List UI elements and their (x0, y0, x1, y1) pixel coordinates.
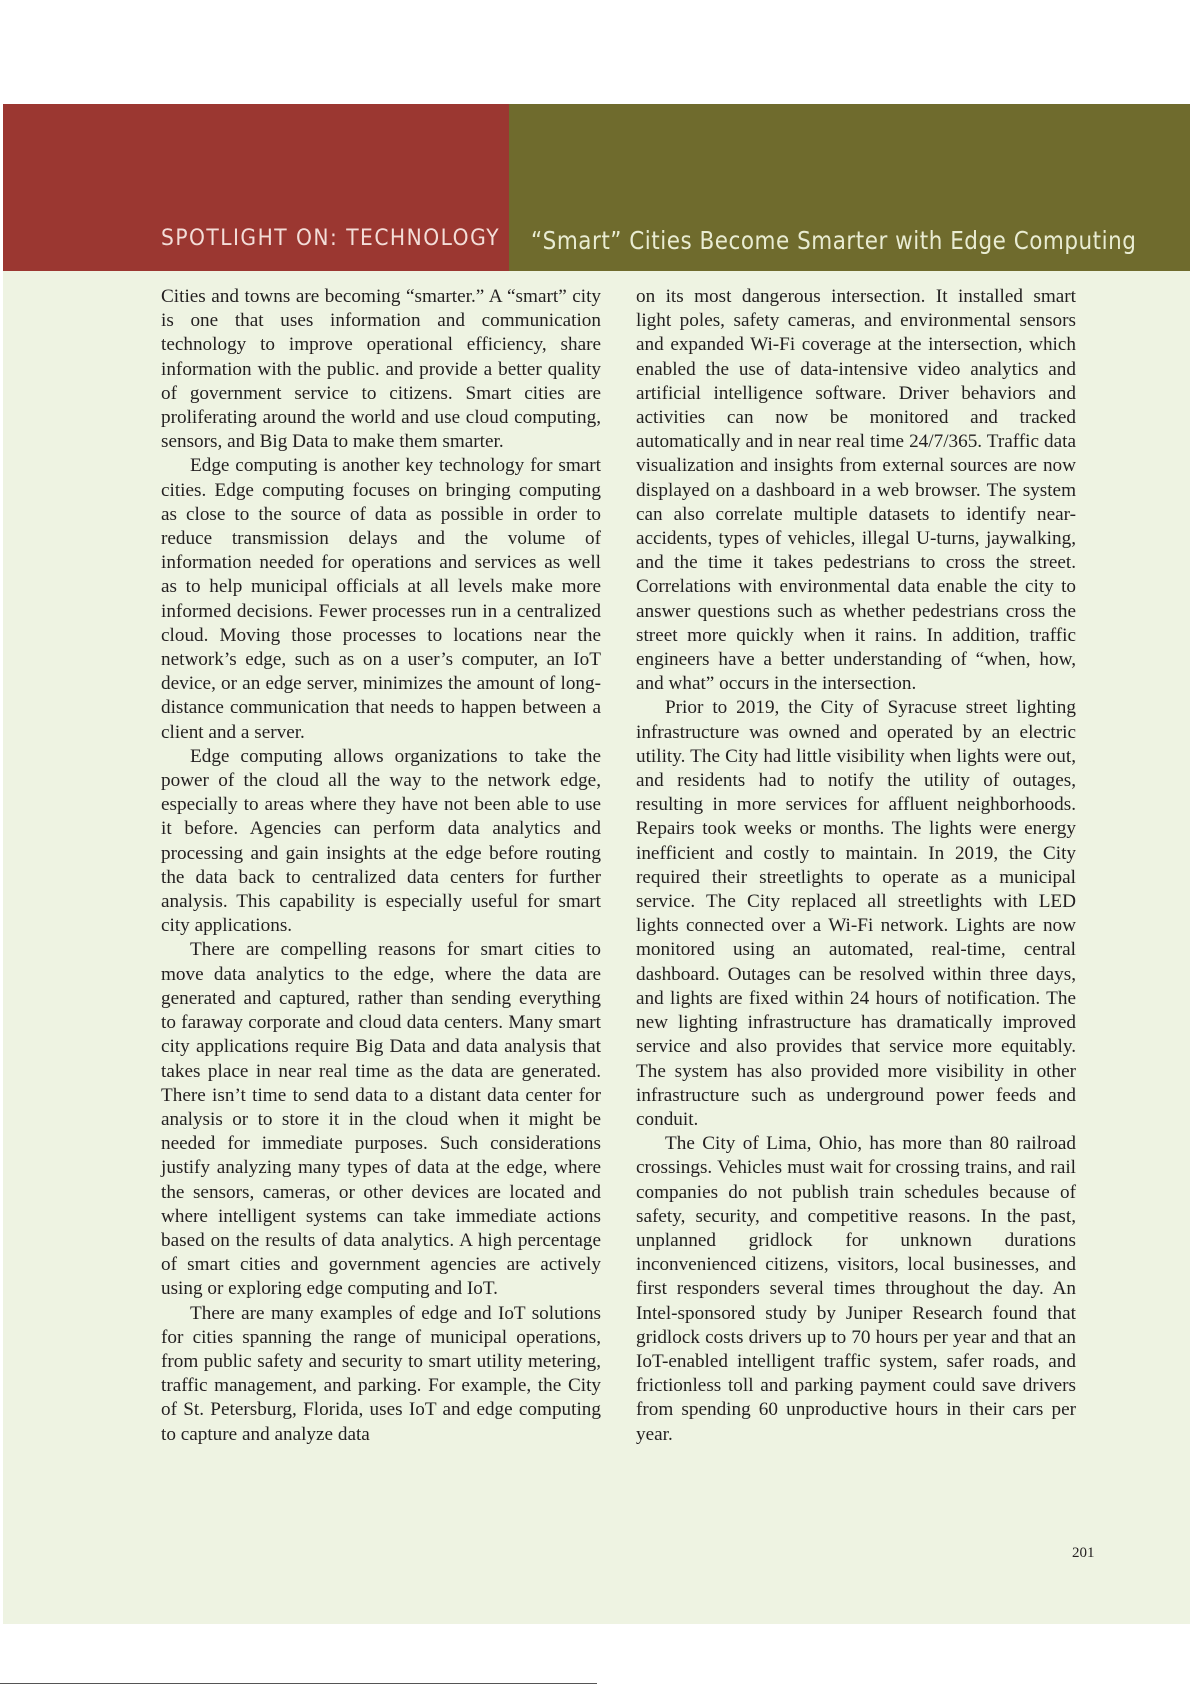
paragraph: Edge computing allows organizations to take the power of the cloud all the way to the network edge, especially to areas where they have not been able to use it before. Agencies can perform data analytics and processing and gain insights at the edge before routing the data back to centralized data centers for further analysis. This capability is especially useful for smart city applications. (161, 745, 601, 937)
paragraph: Prior to 2019, the City of Syracuse street lighting infrastructure was owned and operated by an electric utility. The City had little visibility when lights were out, and residents had to notify the utility of outages, resulting in more services for affluent neighborhoods. Repairs took weeks or months. The lights were energy inefficient and costly to maintain. In 2019, the City required their streetlights to operate as a municipal service. The City replaced all streetlights with LED lights connected over a Wi-Fi network. Lights are now monitored using an automated, real-time, central dashboard. Outages can be resolved within three days, and lights are fixed within 24 hours of notification. The new lighting infrastructure has dramatically improved service and also provides that service more equitably. The system has also provided more visibility in other infrastructure such as underground power feeds and conduit. (636, 697, 1076, 1130)
page-number: 201 (1072, 1545, 1095, 1561)
paragraph: on its most dangerous intersection. It installed smart light poles, safety cameras, and environmental sensors and expanded Wi-Fi coverage at the intersection, which enabled the use of data-intensive video analytics and artificial intelligence software. Driver behaviors and activities can now be monitored and tracked automatically and in near real time 24/7/365. Traffic data visualization and insights from external sources are now displayed on a dashboard in a web browser. The system can also correlate multiple datasets to identify near-accidents, types of vehicles, illegal U-turns, jaywalking, and the time it takes pedestrians to cross the street. Correlations with environmental data enable the city to answer questions such as whether pedestrians cross the street more quickly when it rains. In addition, traffic engineers have a better understanding of “when, how, and what” occurs in the intersection. (636, 286, 1076, 695)
left-column (161, 285, 601, 1447)
feature-title: “Smart” Cities Become Smarter with Edge Computing (531, 226, 1137, 255)
paragraph: The City of Lima, Ohio, has more than 80 railroad crossings. Vehicles must wait for crossing trains, and rail companies do not publish train schedules because of safety, security, and competitive reasons. In the past, unplanned gridlock for unknown durations inconvenienced citizens, visitors, local businesses, and first responders several times throughout the day. An Intel-sponsored study by Juniper Research found that gridlock costs drivers up to 70 hours per year and that an IoT-enabled intelligent traffic system, safer roads, and frictionless toll and parking payment could save drivers from spending 60 unproductive hours in their cars per year. (636, 1133, 1076, 1445)
paragraph: Edge computing is another key technology for smart cities. Edge computing focuses on bringing computing as close to the source of data as possible in order to reduce transmission delays and the volume of information needed for operations and services as well as to help municipal officials at all levels make more informed decisions. Fewer processes run in a centralized cloud. Moving those processes to locations near the network’s edge, such as on a user’s computer, an IoT device, or an edge server, minimizes the amount of long-distance communication that needs to happen between a client and a server. (161, 455, 601, 743)
right-column (636, 285, 1076, 1447)
paragraph: Cities and towns are becoming “smarter.” A “smart” city is one that uses information and communication technology to improve operational efficiency, share information with the public. and provide a better quality of government service to citizens. Smart cities are proliferating around the world and use cloud computing, sensors, and Big Data to make them smarter. (161, 286, 601, 453)
paragraph: There are compelling reasons for smart cities to move data analytics to the edge, where the data are generated and captured, rather than sending everything to faraway corporate and cloud data centers. Many smart city applications require Big Data and data analysis that takes place in near real time as the data are generated. There isn’t time to send data to a distant data center for analysis or to store it in the cloud when it might be needed for immediate purposes. Such considerations justify analyzing many types of data at the edge, where the sensors, cameras, or other devices are located and where intelligent systems can take immediate actions based on the results of data analytics. A high percentage of smart cities and government agencies are actively using or exploring edge computing and IoT. (161, 939, 601, 1300)
footer-rule (0, 1683, 597, 1684)
section-kicker: SPOTLIGHT ON: TECHNOLOGY (161, 226, 501, 251)
header-banner (3, 104, 1190, 271)
paragraph: There are many examples of edge and IoT solutions for cities spanning the range of municipal operations, from public safety and security to smart utility metering, traffic management, and parking. For example, the City of St. Petersburg, Florida, uses IoT and edge computing to capture and analyze data (161, 1302, 601, 1445)
